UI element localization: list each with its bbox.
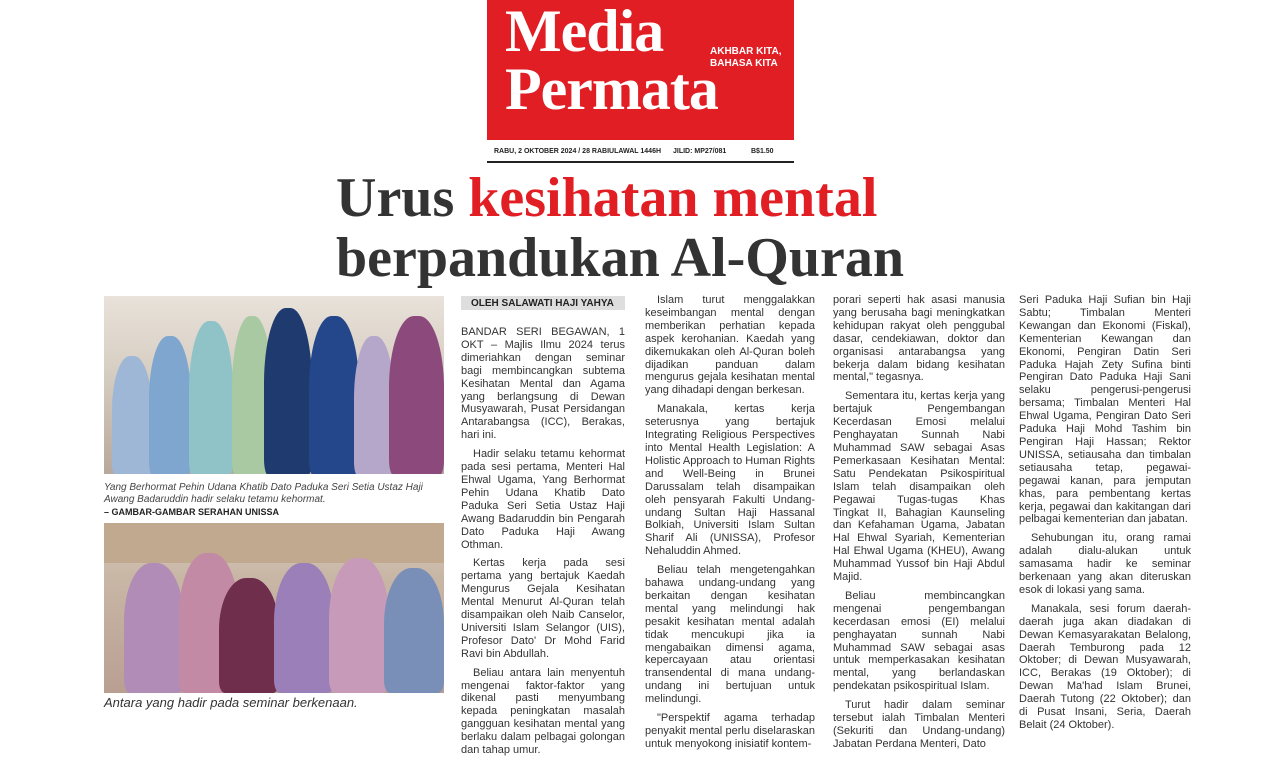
headline-part1: Urus	[336, 167, 469, 229]
dateline	[487, 143, 794, 161]
photo-caption-1	[104, 482, 444, 519]
article-column-3	[833, 294, 1005, 757]
tagline-line1: AKHBAR KITA,	[710, 46, 782, 57]
paragraph: Turut hadir dalam seminar tersebut ialah Timbalan Menteri (Sekuriti dan Undang-undang) Jabatan Perdana Menteri, Dato	[833, 699, 1005, 750]
paragraph: Beliau telah mengetengahkan bahawa undang-undang yang berkaitan dengan kesihatan mental yang melindungi hak pesakit kesihatan mental adalah tidak mencukupi jika ia mengabaikan dimensi agama, kepercayaan atau orientasi transendental di mana undang-undang ini bertujuan untuk melindungi.	[645, 564, 815, 706]
paragraph: Kertas kerja pada sesi pertama yang bertajuk Kaedah Mengurus Gejala Kesihatan Mental Menurut Al-Quran telah disampaikan oleh Naib Canselor, Universiti Islam Selangor (UIS), Profesor Dato' Dr Mohd Farid Ravi bin Abdullah.	[461, 557, 625, 660]
photo-caption-2: Antara yang hadir pada seminar berkenaan.	[104, 695, 358, 710]
byline	[461, 296, 625, 310]
issue-volume: JILID: MP27/081	[673, 148, 727, 155]
photo-figure	[309, 316, 359, 474]
headline-highlight: kesihatan mental	[468, 167, 878, 229]
byline-text: OLEH SALAWATI HAJI YAHYA	[471, 298, 614, 309]
photo-figure	[219, 578, 279, 693]
caption-text: Yang Berhormat Pehin Udana Khatib Dato Paduka Seri Setia Ustaz Haji Awang Badaruddin hadir selaku tetamu kehormat.	[104, 482, 423, 505]
photo-audience	[104, 523, 444, 693]
masthead-title-line1: Media	[505, 0, 664, 64]
paragraph: "Perspektif agama terhadap penyakit mental perlu diselaraskan untuk menyokong inisiatif kontem-	[645, 712, 815, 750]
photo-figure	[274, 563, 334, 693]
masthead-tagline	[710, 46, 781, 70]
masthead-rule	[487, 161, 794, 163]
issue-price: B$1.50	[751, 148, 774, 155]
headline-line2: berpandukan Al-Quran	[336, 227, 904, 289]
photo-figure	[112, 356, 152, 474]
paragraph: Manakala, kertas kerja seterusnya yang bertajuk Integrating Religious Perspectives into Mental Health Legislation: A Holistic Approach to Human Rights and Well-Being in Brunei Darussalam telah disampaikan oleh pensyarah Fakulti Undang-undang Sultan Haji Hassanal Bolkiah, Universiti Islam Sultan Sharif Ali (UNISSA), Profesor Nehaluddin Ahmed.	[645, 403, 815, 558]
photo-figure	[389, 316, 444, 474]
photo-guests-front-row	[104, 296, 444, 474]
headline-line1	[336, 168, 976, 228]
photo-figure	[124, 563, 184, 693]
photo-figure	[149, 336, 191, 474]
paragraph: Islam turut menggalakkan keseimbangan mental dengan memberikan perhatian kepada aspek kerohanian. Kaedah yang dikemukakan oleh Al-Quran boleh dijadikan panduan dalam mengurus gejala kesihatan mental yang dihadapi dengan berkesan.	[645, 294, 815, 397]
masthead-logo	[487, 0, 794, 140]
paragraph: Seri Paduka Haji Sufian bin Haji Sabtu; Timbalan Menteri Kewangan dan Ekonomi (Fiskal), Kementerian Kewangan dan Ekonomi, Pengiran Datin Seri Paduka Hajah Zety Sufina binti Pengiran Dato Paduka Haji Sani selaku pengerusi-pengerusi bersama; Timbalan Menteri Hal Ehwal Ugama, Pengiran Dato Seri Paduka Haji Mohd Tashim bin Pengiran Haji Hassan; Rektor UNISSA, setiausaha dan timbalan setiausaha tetap, pegawai-pegawai kanan, para jemputan khas, para pembentang kertas kerja, pegawai dan kakitangan dari pelbagai kementerian dan jabatan.	[1019, 294, 1191, 526]
masthead-title-line2: Permata	[505, 56, 718, 122]
issue-date: RABU, 2 OKTOBER 2024 / 28 RABIULAWAL 1446H	[494, 148, 662, 155]
paragraph: Sementara itu, kertas kerja yang bertajuk Pengembangan Kecerdasan Emosi melalui Penghayatan Sunnah Nabi Muhammad SAW sebagai Asas Pemerkasaan Kesihatan Mental: Satu Pendekatan Psikospiritual Islam telah disampaikan oleh Pegawai Tugas-tugas Khas Tingkat II, Bahagian Kaunseling dan Kefahaman Ugama, Jabatan Hal Ehwal Syariah, Kementerian Hal Ehwal Ugama (KHEU), Awang Muhammad Yussof bin Haji Abdul Majid.	[833, 390, 1005, 584]
paragraph: Sehubungan itu, orang ramai adalah dialu-alukan untuk samasama hadir ke seminar berkenaan yang akan diteruskan esok di lokasi yang sama.	[1019, 532, 1191, 596]
article-column-2	[645, 294, 815, 757]
paragraph: Hadir selaku tetamu kehormat pada sesi pertama, Menteri Hal Ehwal Ugama, Yang Berhormat Pehin Udana Khatib Dato Paduka Seri Setia Ustaz Haji Awang Badaruddin bin Pengarah Dato Paduka Haji Awang Othman.	[461, 448, 625, 551]
paragraph: porari seperti hak asasi manusia yang berusaha bagi meningkatkan kehidupan rakyat oleh penggubal dasar, cendekiawan, doktor dan organisasi antarabangsa yang bekerja dalam bidang kesihatan mental," tegasnya.	[833, 294, 1005, 384]
headline	[336, 168, 976, 288]
article-column-4	[1019, 294, 1191, 738]
photo-figure	[264, 308, 312, 474]
photo-figure	[189, 321, 233, 474]
article-column-1	[461, 326, 625, 763]
photo-figure	[354, 336, 394, 474]
masthead-title	[505, 0, 718, 122]
tagline-line2: BAHASA KITA	[710, 58, 778, 69]
photo-figure	[384, 568, 444, 693]
paragraph: Beliau antara lain menyentuh mengenai faktor-faktor yang dikenal pasti menyumbang kepada peningkatan masalah gangguan kesihatan mental yang berlaku dalam pelbagai golongan dan tahap umur.	[461, 666, 625, 757]
paragraph: BANDAR SERI BEGAWAN, 1 OKT – Majlis Ilmu 2024 terus dimeriahkan dengan seminar bagi membincangkan subtema Kesihatan Mental dan Agama yang berlangsung di Dewan Musyawarah, Pusat Persidangan Antarabangsa (ICC), Berakas, hari ini.	[461, 326, 625, 442]
photo-figure	[329, 558, 389, 693]
photo-credit: – GAMBAR-GAMBAR SERAHAN UNISSA	[104, 507, 280, 517]
paragraph: Beliau membincangkan mengenai pengembangan kecerdasan emosi (EI) melalui penghayatan sunnah Nabi Muhammad SAW sebagai asas untuk memperkasakan kesihatan mental, yang berlandaskan pendekatan psikospiritual Islam.	[833, 589, 1005, 693]
paragraph: Manakala, sesi forum daerah-daerah juga akan diadakan di Dewan Kemasyarakatan Belalong, Daerah Temburong pada 12 Oktober; di Dewan Musyawarah, ICC, Berakas (19 Oktober); di Dewan Ma'had Islam Brunei, Daerah Tutong (22 Oktober); dan di Pusat Insani, Seria, Daerah Belait (24 Oktober).	[1019, 602, 1191, 731]
photo-back-wall	[104, 523, 444, 563]
